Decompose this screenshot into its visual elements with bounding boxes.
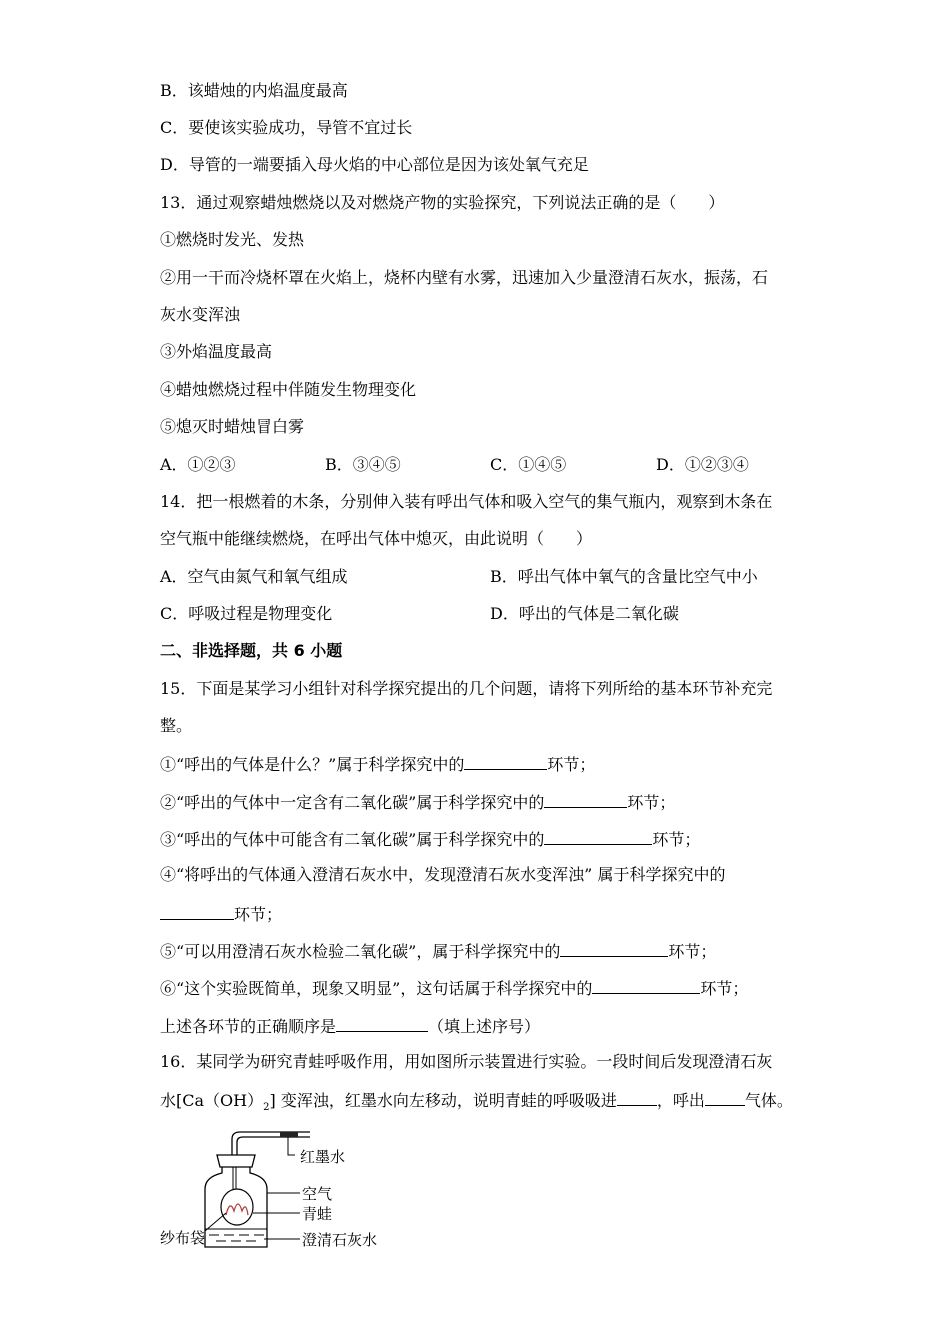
q13-statement-1: ①燃烧时发光、发热 bbox=[160, 230, 305, 249]
q13-statement-4: ④蜡烛燃烧过程中伴随发生物理变化 bbox=[160, 380, 417, 399]
q16-stem: 16．某同学为研究青蛙呼吸作用，用如图所示装置进行实验。一段时间后发现澄清石灰 bbox=[160, 1052, 773, 1071]
q13-statement-2: ②用一干而冷烧杯罩在火焰上，烧杯内壁有水雾，迅速加入少量澄清石灰水，振荡，石 bbox=[160, 268, 769, 287]
q14-stem: 14．把一根燃着的木条，分别伸入装有呼出气体和吸入空气的集气瓶内，观察到木条在 bbox=[160, 492, 773, 511]
q15-item-4-cont: 环节； bbox=[160, 903, 282, 925]
q13-statement-5: ⑤熄灭时蜡烛冒白雾 bbox=[160, 417, 305, 436]
q14-option-a: A．空气由氮气和氧气组成 bbox=[160, 567, 348, 586]
answer-blank[interactable] bbox=[592, 977, 700, 994]
section-heading: 二、非选择题，共 6 小题 bbox=[160, 641, 343, 660]
q13-option-d: D．①②③④ bbox=[656, 455, 749, 474]
label-frog: 青蛙 bbox=[302, 1205, 333, 1223]
q14-stem-cont: 空气瓶中能继续燃烧，在呼出气体中熄灭，由此说明（ ） bbox=[160, 529, 593, 548]
q14-option-d: D．呼出的气体是二氧化碳 bbox=[490, 604, 679, 623]
answer-blank[interactable] bbox=[464, 753, 547, 770]
q14-option-c: C．呼吸过程是物理变化 bbox=[160, 604, 333, 623]
q15-item-2: ②“呼出的气体中一定含有二氧化碳”属于科学探究中的 环节； bbox=[160, 793, 676, 812]
label-gauze-bag: 纱布袋 bbox=[160, 1229, 206, 1247]
q13-option-c: C．①④⑤ bbox=[490, 455, 567, 474]
q15-stem: 15．下面是某学习小组针对科学探究提出的几个问题，请将下列所给的基本环节补充完 bbox=[160, 679, 773, 698]
q15-item-5: ⑤“可以用澄清石灰水检验二氧化碳”，属于科学探究中的 环节； bbox=[160, 942, 717, 961]
q13-stem: 13．通过观察蜡烛燃烧以及对燃烧产物的实验探究，下列说法正确的是（ ） bbox=[160, 193, 725, 212]
q12-option-c: C．要使该实验成功，导管不宜过长 bbox=[160, 118, 413, 137]
label-limewater: 澄清石灰水 bbox=[302, 1231, 378, 1249]
q15-item-3: ③“呼出的气体中可能含有二氧化碳”属于科学探究中的 环节； bbox=[160, 830, 701, 849]
label-red-ink: 红墨水 bbox=[300, 1148, 346, 1166]
q15-item-6: ⑥“这个实验既简单，现象又明显”，这句话属于科学探究中的 环节； bbox=[160, 979, 749, 998]
q13-statement-2-cont: 灰水变浑浊 bbox=[160, 305, 241, 324]
answer-blank[interactable] bbox=[336, 1015, 428, 1032]
q13-statement-3: ③外焰温度最高 bbox=[160, 342, 273, 361]
q12-option-d: D．导管的一端要插入母火焰的中心部位是因为该处氧气充足 bbox=[160, 155, 589, 174]
answer-blank[interactable] bbox=[705, 1089, 745, 1106]
q15-item-4: ④“将呼出的气体通入澄清石灰水中，发现澄清石灰水变浑浊” 属于科学探究中的 bbox=[160, 865, 726, 884]
q12-option-b: B．该蜡烛的内焰温度最高 bbox=[160, 81, 348, 100]
answer-blank[interactable] bbox=[544, 791, 627, 808]
q15-item-1: ①“呼出的气体是什么？”属于科学探究中的 环节； bbox=[160, 755, 596, 774]
answer-blank[interactable] bbox=[544, 828, 652, 845]
q16-stem-cont: 水$[Ca(OH)_2]$ 变浑浊，红墨水向左移动，说明青蛙的呼吸吸进 ，呼出 气体。 bbox=[160, 1091, 793, 1114]
answer-blank[interactable] bbox=[560, 940, 668, 957]
answer-blank[interactable] bbox=[617, 1089, 657, 1106]
q15-order: 上述各环节的正确顺序是 （填上述序号） bbox=[160, 1017, 541, 1036]
q14-option-b: B．呼出气体中氧气的含量比空气中小 bbox=[490, 567, 758, 586]
q13-option-a: A．①②③ bbox=[160, 455, 236, 474]
label-air: 空气 bbox=[302, 1185, 333, 1203]
answer-blank[interactable] bbox=[160, 903, 234, 920]
q15-stem-cont: 整。 bbox=[160, 716, 193, 735]
q13-option-b: B．③④⑤ bbox=[325, 455, 401, 474]
